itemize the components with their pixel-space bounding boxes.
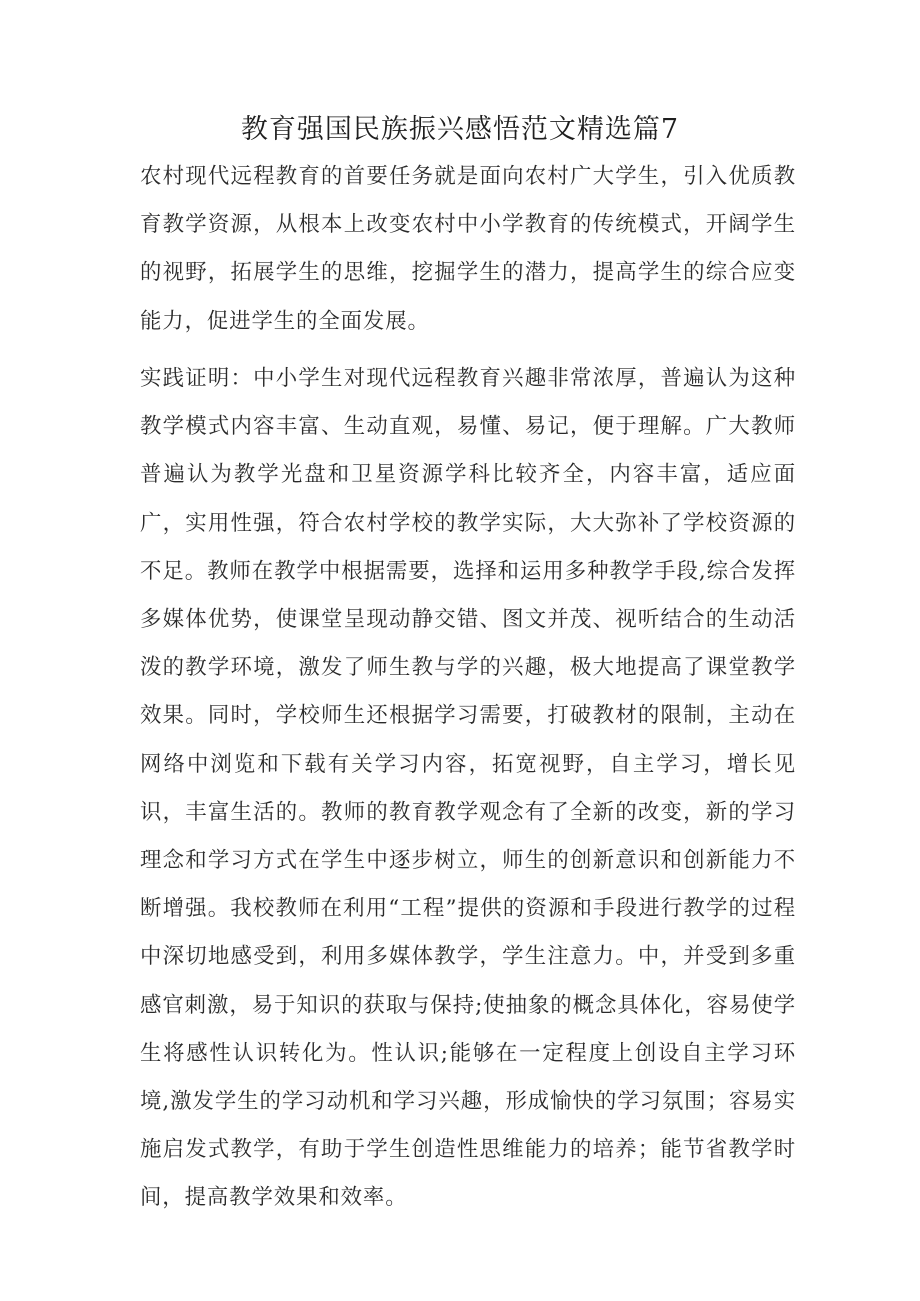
paragraph-2: 实践证明：中小学生对现代远程教育兴趣非常浓厚，普遍认为这种教学模式内容丰富、生动直观，易懂、易记，便于理解。广大教师普遍认为教学光盘和卫星资源学科比较齐全，内容丰富，适应面广，实用性强，符合农村学校的教学实际，大大弥补了学校资源的不足。教师在教学中根据需要，选择和运用多种教学手段,综合发挥多媒体优势，使课堂呈现动静交错、图文并茂、视听结合的生动活泼的教学环境，激发了师生教与学的兴趣，极大地提高了课堂教学效果。同时，学校师生还根据学习需要，打破教材的限制，主动在网络中浏览和下载有关学习内容，拓宽视野，自主学习，增长见识，丰富生活的。教师的教育教学观念有了全新的改变，新的学习理念和学习方式在学生中逐步树立，师生的创新意识和创新能力不断增强。我校教师在利用“工程”提供的资源和手段进行教学的过程中深切地感受到，利用多媒体教学，学生注意力。中，并受到多重感官刺激，易于知识的获取与保持;使抽象的概念具体化，容易使学生将感性认识转化为。性认识;能够在一定程度上创设自主学习环境,激发学生的学习动机和学习兴趣，形成愉快的学习氛围；容易实施启发式教学，有助于学生创造性思维能力的培养；能节省教学时间，提高教学效果和效率。 xyxy=(140,366,796,1211)
document-title: 教育强国民族振兴感悟范文精选篇7 xyxy=(240,114,680,145)
paragraph-1: 农村现代远程教育的首要任务就是面向农村广大学生，引入优质教育教学资源，从根本上改变农村中小学教育的传统模式，开阔学生的视野，拓展学生的思维，挖掘学生的潜力，提高学生的综合应变能力，促进学生的全面发展。 xyxy=(140,164,796,334)
